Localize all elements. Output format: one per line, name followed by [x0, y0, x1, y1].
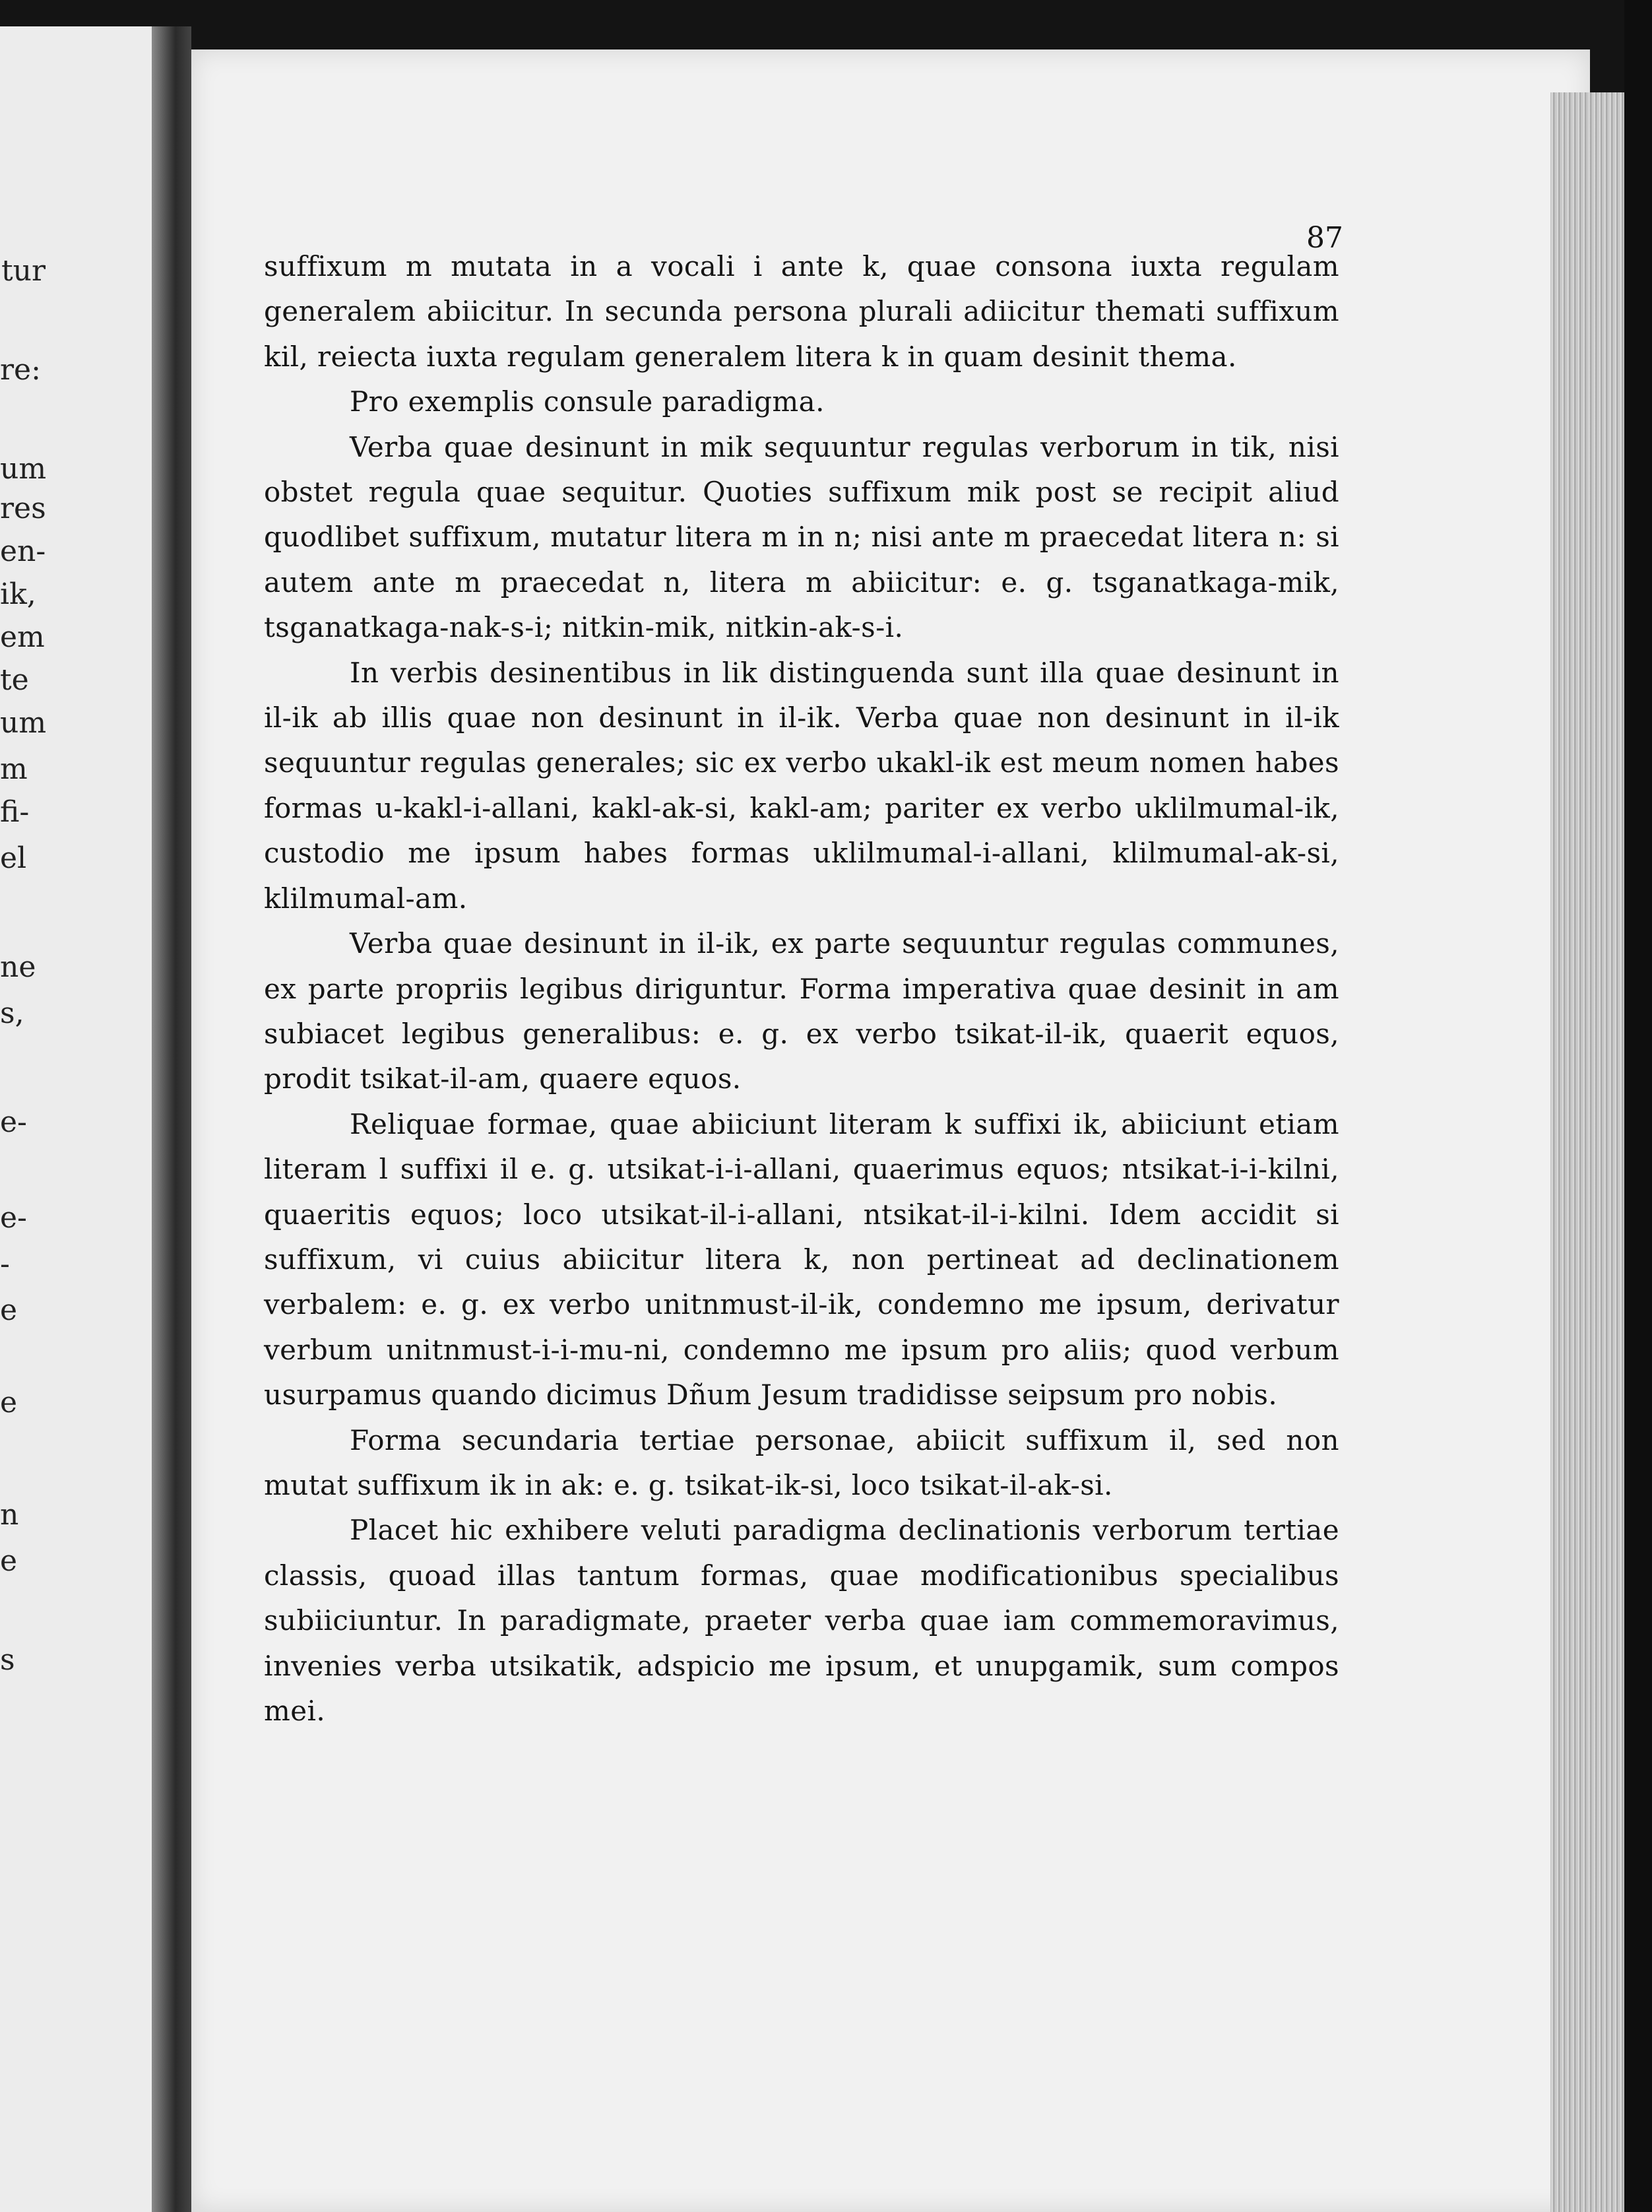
left-fragment: en-	[0, 535, 46, 568]
left-fragment: tur	[1, 254, 46, 288]
left-fragment: el	[0, 841, 27, 875]
left-fragment: -	[0, 1247, 10, 1281]
left-fragment: te	[0, 663, 29, 697]
left-fragment: e-	[0, 1105, 27, 1139]
paragraph: Reliquae formae, quae abiiciunt literam k suffixi ik, abiiciunt etiam literam l suffixi il e. g. utsikat-i-i-allani, quaerimus equos; ntsikat-i-i-kilni, quaeritis equos; loco utsikat-il-i-allani, ntsikat-il-i-kilni. Idem accidit si suffixum, vi cuius abiicitur litera k, non pertineat ad declinationem verbalem: e. g. ex verbo unitnmust-il-ik, condemno me ipsum, derivatur verbum unitnmust-i-i-mu-ni, condemno me ipsum pro aliis; quod verbum usurpamus quando dicimus Dñum Jesum tradidisse seipsum pro nobis.	[264, 1107, 1339, 1412]
left-fragment: um	[0, 706, 47, 740]
paragraph: Pro exemplis consule paradigma.	[350, 385, 825, 418]
page-edges	[1550, 92, 1624, 2212]
paragraph: suffixum m mutata in a vocali i ante k, quae consona iuxta regulam generalem abiicitur. In secunda persona plurali adiicitur themati suffixum kil, reiecta iuxta regulam generalem litera k in quam desinit thema.	[264, 250, 1339, 373]
left-fragment: ne	[0, 950, 36, 984]
left-fragment: e	[0, 1293, 18, 1327]
left-fragment: re:	[0, 353, 41, 387]
left-fragment: e	[0, 1386, 18, 1419]
book-gutter	[152, 26, 191, 2212]
paragraph: Forma secundaria tertiae personae, abiicit suffixum il, sed non mutat suffixum ik in ak: e. g. tsikat-ik-si, loco tsikat-il-ak-si.	[264, 1423, 1339, 1501]
left-fragment: n	[0, 1498, 19, 1532]
left-fragment: e-	[0, 1201, 27, 1235]
left-page-margin	[0, 26, 152, 2212]
body-text	[264, 244, 1339, 1734]
left-fragment: um	[0, 452, 47, 486]
paragraph: Placet hic exhibere veluti paradigma declinationis verborum tertiae classis, quoad illas tantum formas, quae modificationibus specialibus subiiciuntur. In paradigmate, praeter verba quae iam commemoravimus, invenies verba utsikatik, adspicio me ipsum, et unupgamik, sum compos mei.	[264, 1514, 1339, 1727]
paragraph: Verba quae desinunt in mik sequuntur regulas verborum in tik, nisi obstet regula quae sequitur. Quoties suffixum mik post se recipit aliud quodlibet suffixum, mutatur litera m in n; nisi ante m praecedat litera n: si autem ante m praecedat n, litera m abiicitur: e. g. tsganatkaga-mik, tsganatkaga-nak-s-i; nitkin-mik, nitkin-ak-s-i.	[264, 430, 1339, 644]
left-fragment: em	[0, 620, 45, 654]
scan-border	[1624, 0, 1652, 2212]
left-fragment: s	[0, 1643, 15, 1677]
left-fragment: ik,	[0, 577, 36, 611]
left-fragment: res	[0, 492, 46, 525]
left-fragment: m	[0, 752, 28, 786]
paragraph: Verba quae desinunt in il-ik, ex parte sequuntur regulas communes, ex parte propriis legibus diriguntur. Forma imperativa quae desinit in am subiacet legibus generalibus: e. g. ex verbo tsikat-il-ik, quaerit equos, prodit tsikat-il-am, quaere equos.	[264, 927, 1339, 1095]
left-fragment: fi-	[0, 795, 30, 829]
paragraph: In verbis desinentibus in lik distinguenda sunt illa quae desinunt in il-ik ab illis quae non desinunt in il-ik. Verba quae non desinunt in il-ik sequuntur regulas generales; sic ex verbo ukakl-ik est meum nomen habes formas u-kakl-i-allani, kakl-ak-si, kakl-am; pariter ex verbo uklilmumal-ik, custodio me ipsum habes formas uklilmumal-i-allani, klilmumal-ak-si, klilmumal-am.	[264, 656, 1339, 915]
page-number: 87	[1306, 221, 1343, 255]
left-fragment: e	[0, 1544, 18, 1578]
left-fragment: s,	[0, 996, 24, 1030]
